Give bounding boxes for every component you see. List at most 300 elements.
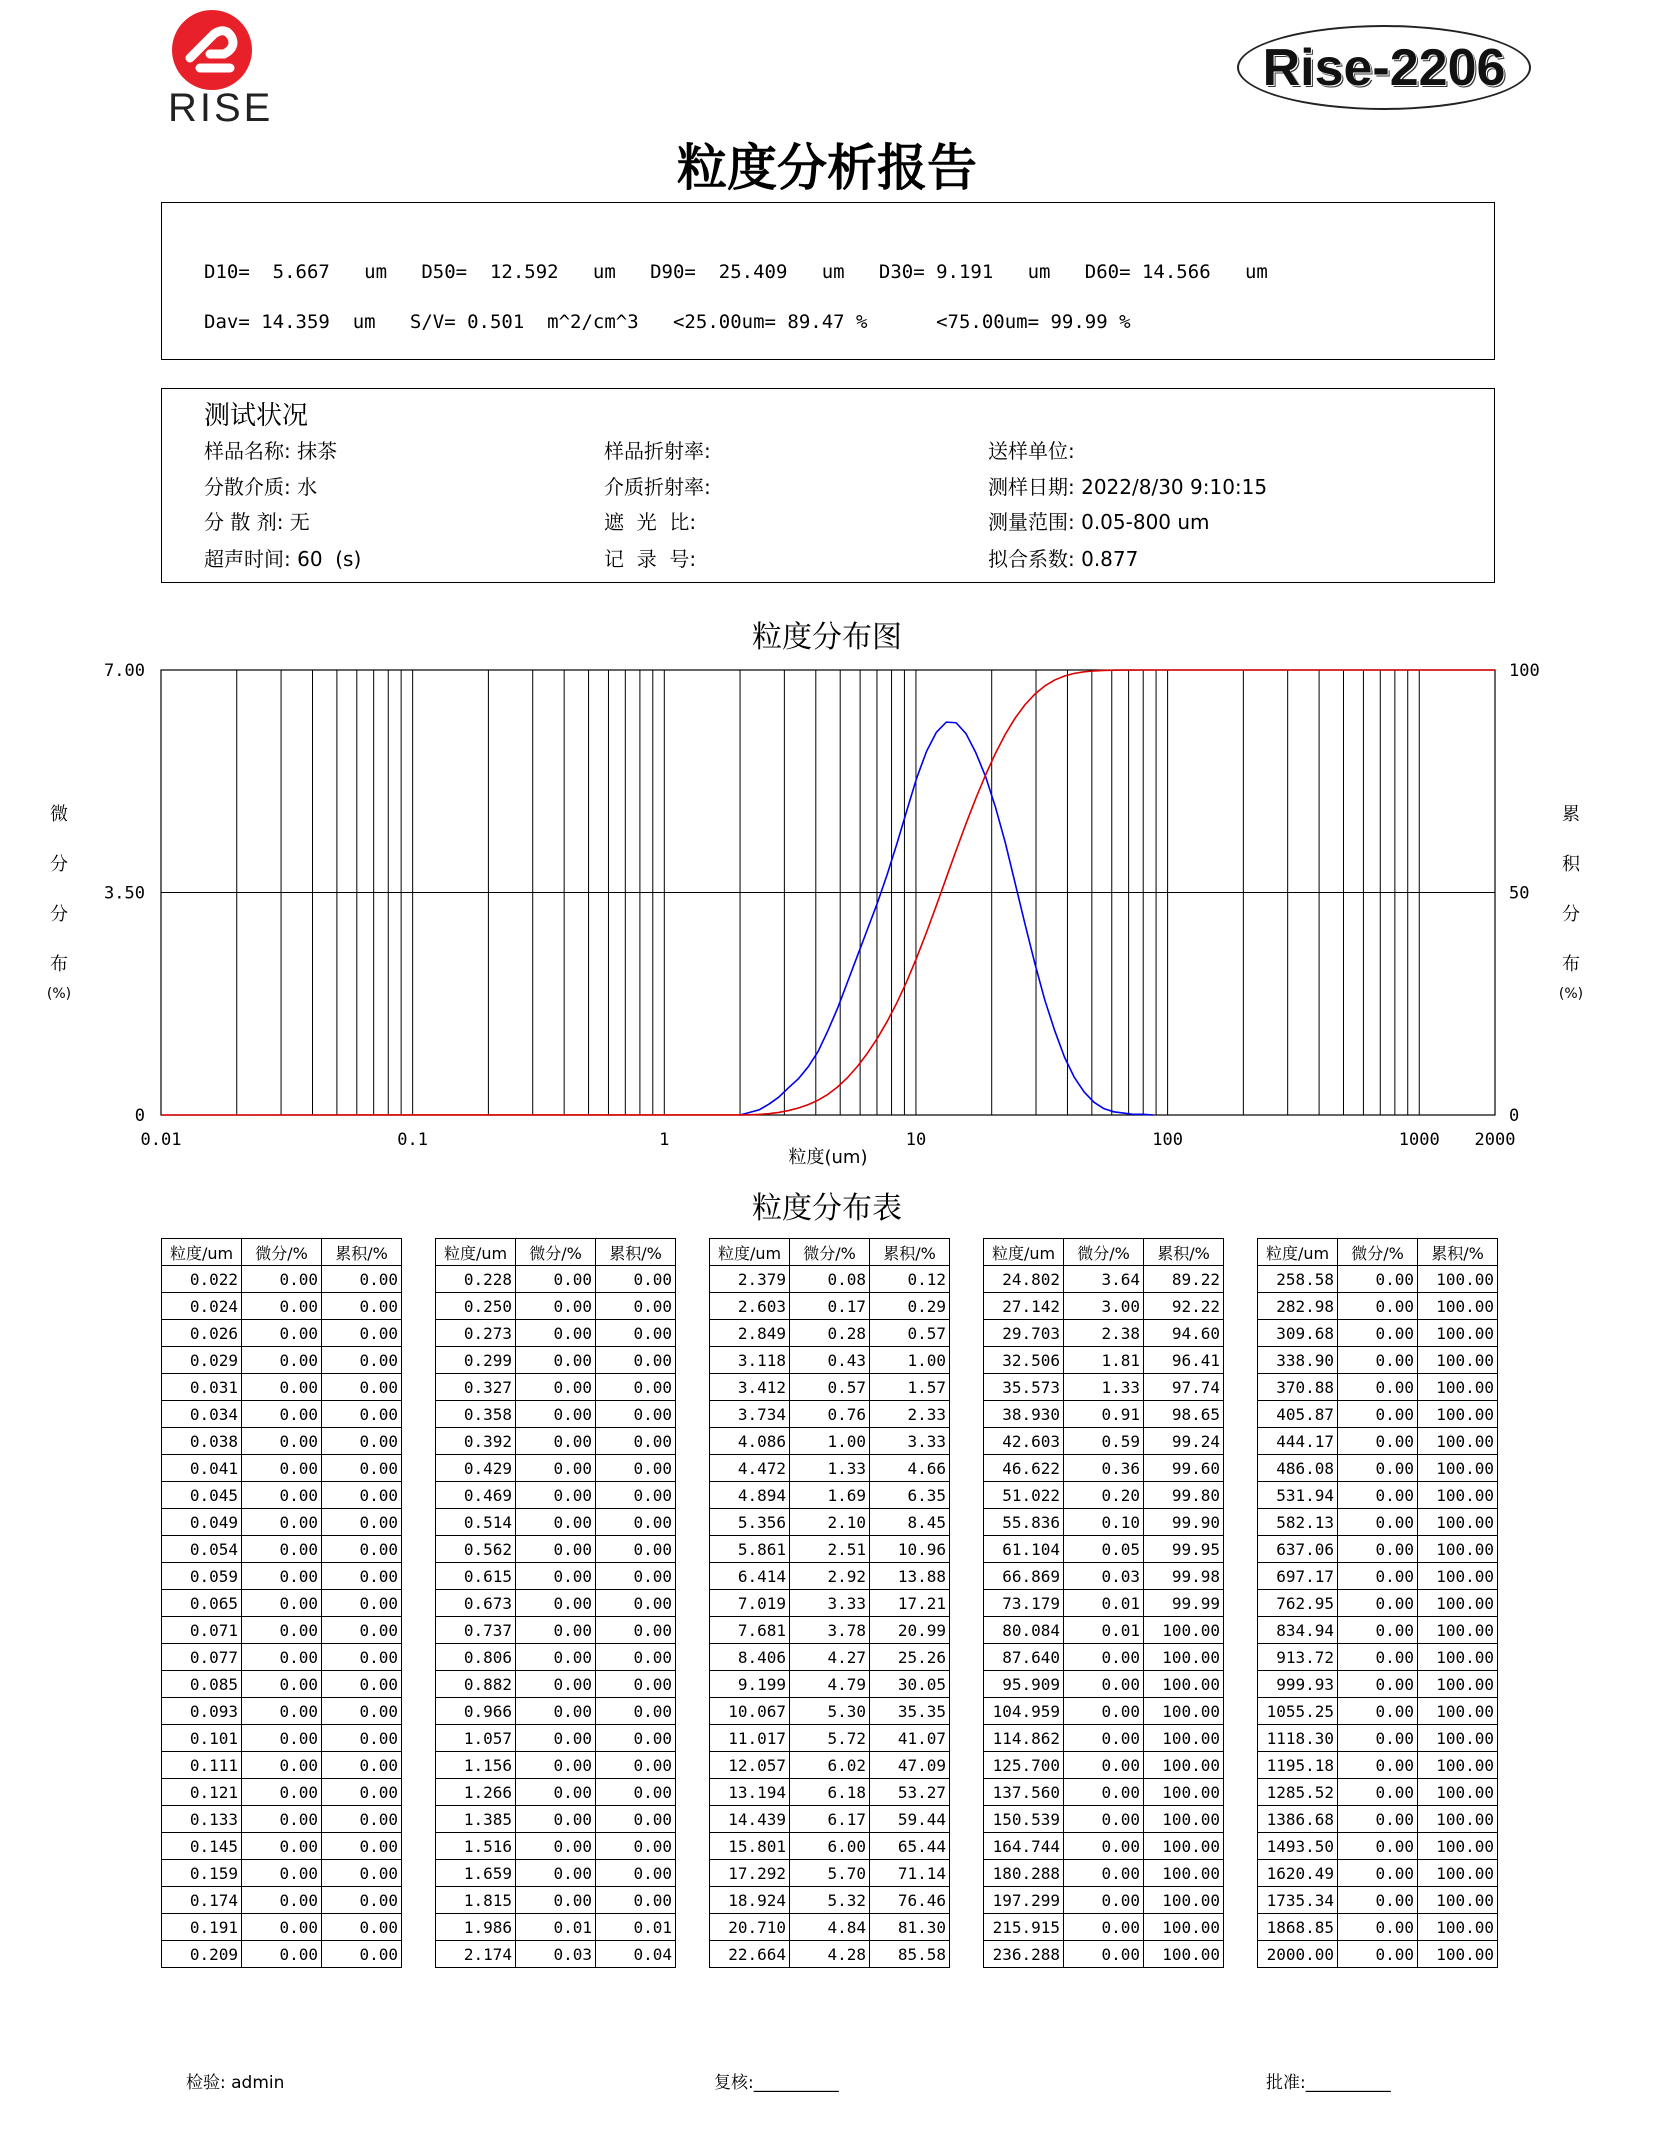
table-cell: 0.00	[1338, 1806, 1418, 1833]
table-cell: 0.57	[870, 1320, 950, 1347]
table-cell: 2.379	[710, 1266, 790, 1293]
table-cell: 100.00	[1418, 1563, 1498, 1590]
table-cell: 0.054	[162, 1536, 242, 1563]
table-row	[984, 1860, 1224, 1887]
table-row	[436, 1698, 676, 1725]
table-cell: 0.737	[436, 1617, 516, 1644]
table-row	[1258, 1293, 1498, 1320]
table-row	[436, 1806, 676, 1833]
table-cell: 0.00	[1064, 1644, 1144, 1671]
table-cell: 0.045	[162, 1482, 242, 1509]
table-cell: 282.98	[1258, 1293, 1338, 1320]
table-cell: 100.00	[1418, 1941, 1498, 1968]
table-cell: 444.17	[1258, 1428, 1338, 1455]
table-cell: 0.966	[436, 1698, 516, 1725]
table-cell: 6.35	[870, 1482, 950, 1509]
table-cell: 405.87	[1258, 1401, 1338, 1428]
table-row	[710, 1374, 950, 1401]
x-tick-label: 100	[1152, 1130, 1183, 1150]
table-cell: 0.00	[322, 1347, 402, 1374]
table-row	[436, 1509, 676, 1536]
table-row	[710, 1833, 950, 1860]
table-row	[984, 1671, 1224, 1698]
table-cell: 100.00	[1418, 1455, 1498, 1482]
table-row	[710, 1455, 950, 1482]
summary-line-2: Dav= 14.359 um S/V= 0.501 m^2/cm^3 <25.00um= 89.47 % <75.00um= 99.99 %	[204, 311, 1131, 333]
table-cell: 834.94	[1258, 1617, 1338, 1644]
table-cell: 104.959	[984, 1698, 1064, 1725]
table-cell: 0.00	[1338, 1833, 1418, 1860]
table-cell: 100.00	[1418, 1698, 1498, 1725]
table-row	[436, 1455, 676, 1482]
table-cell: 0.00	[596, 1779, 676, 1806]
table-cell: 0.00	[1338, 1266, 1418, 1293]
y-right-tick-label: 50	[1509, 883, 1530, 904]
table-cell: 0.00	[1338, 1590, 1418, 1617]
table-cell: 4.472	[710, 1455, 790, 1482]
table-row	[162, 1293, 402, 1320]
table-cell: 0.00	[322, 1671, 402, 1698]
table-row	[710, 1779, 950, 1806]
table-cell: 0.00	[322, 1428, 402, 1455]
differential-distribution-line	[740, 722, 1153, 1115]
table-cell: 0.00	[1338, 1482, 1418, 1509]
table-row	[984, 1401, 1224, 1428]
table-cell: 87.640	[984, 1644, 1064, 1671]
table-row	[436, 1482, 676, 1509]
table-cell: 0.00	[242, 1698, 322, 1725]
table-cell: 4.66	[870, 1455, 950, 1482]
table-cell: 1.659	[436, 1860, 516, 1887]
table-header-cell: 微分/%	[516, 1239, 596, 1266]
table-cell: 0.00	[242, 1779, 322, 1806]
table-cell: 0.00	[1338, 1752, 1418, 1779]
table-row	[710, 1914, 950, 1941]
table-cell: 20.710	[710, 1914, 790, 1941]
table-cell: 0.041	[162, 1455, 242, 1482]
table-cell: 0.327	[436, 1374, 516, 1401]
table-cell: 30.05	[870, 1671, 950, 1698]
table-row	[436, 1752, 676, 1779]
fit-coefficient: 拟合系数: 0.877	[988, 547, 1139, 571]
table-cell: 100.00	[1418, 1860, 1498, 1887]
table-cell: 66.869	[984, 1563, 1064, 1590]
table-row	[162, 1347, 402, 1374]
table-cell: 0.00	[1338, 1320, 1418, 1347]
table-cell: 0.01	[1064, 1617, 1144, 1644]
table-cell: 913.72	[1258, 1644, 1338, 1671]
table-cell: 0.228	[436, 1266, 516, 1293]
table-cell: 486.08	[1258, 1455, 1338, 1482]
table-cell: 1.156	[436, 1752, 516, 1779]
table-cell: 0.00	[516, 1779, 596, 1806]
table-row	[984, 1698, 1224, 1725]
table-cell: 0.00	[322, 1509, 402, 1536]
sample-name: 样品名称: 抹茶	[204, 439, 338, 463]
table-cell: 0.00	[1338, 1860, 1418, 1887]
x-tick-label: 1000	[1398, 1130, 1440, 1150]
table-row	[162, 1455, 402, 1482]
table-cell: 0.00	[242, 1752, 322, 1779]
table-cell: 0.191	[162, 1914, 242, 1941]
table-cell: 0.00	[1064, 1806, 1144, 1833]
table-cell: 0.00	[322, 1590, 402, 1617]
table-cell: 14.439	[710, 1806, 790, 1833]
table-cell: 100.00	[1144, 1860, 1224, 1887]
table-cell: 0.024	[162, 1293, 242, 1320]
x-axis-label: 粒度(um)	[788, 1147, 868, 1168]
table-cell: 1.057	[436, 1725, 516, 1752]
table-cell: 1195.18	[1258, 1752, 1338, 1779]
table-row	[984, 1428, 1224, 1455]
table-cell: 4.086	[710, 1428, 790, 1455]
table-cell: 0.43	[790, 1347, 870, 1374]
table-cell: 197.299	[984, 1887, 1064, 1914]
table-cell: 98.65	[1144, 1401, 1224, 1428]
table-cell: 99.24	[1144, 1428, 1224, 1455]
approver-signature: 批准:__________	[1266, 2073, 1391, 2093]
table-cell: 35.573	[984, 1374, 1064, 1401]
table-cell: 4.27	[790, 1644, 870, 1671]
table-cell: 0.00	[516, 1428, 596, 1455]
table-row	[710, 1293, 950, 1320]
table-cell: 1493.50	[1258, 1833, 1338, 1860]
table-cell: 0.00	[322, 1833, 402, 1860]
table-cell: 17.21	[870, 1590, 950, 1617]
table-cell: 0.00	[596, 1860, 676, 1887]
table-cell: 0.00	[596, 1455, 676, 1482]
table-cell: 100.00	[1418, 1779, 1498, 1806]
table-cell: 100.00	[1418, 1320, 1498, 1347]
table-cell: 100.00	[1418, 1806, 1498, 1833]
table-cell: 6.17	[790, 1806, 870, 1833]
table-cell: 0.00	[516, 1563, 596, 1590]
table-cell: 29.703	[984, 1320, 1064, 1347]
table-cell: 0.00	[1338, 1941, 1418, 1968]
table-cell: 0.00	[516, 1509, 596, 1536]
inspector-signature: 检验: admin	[186, 2073, 285, 2093]
table-row	[436, 1725, 676, 1752]
table-cell: 0.615	[436, 1563, 516, 1590]
report-title: 粒度分析报告	[677, 139, 977, 197]
table-cell: 5.72	[790, 1725, 870, 1752]
table-cell: 0.00	[242, 1887, 322, 1914]
table-cell: 258.58	[1258, 1266, 1338, 1293]
table-cell: 1386.68	[1258, 1806, 1338, 1833]
table-cell: 1.33	[790, 1455, 870, 1482]
table-cell: 0.514	[436, 1509, 516, 1536]
table-cell: 8.406	[710, 1644, 790, 1671]
table-cell: 0.76	[790, 1401, 870, 1428]
table-cell: 0.00	[322, 1536, 402, 1563]
table-cell: 42.603	[984, 1428, 1064, 1455]
table-cell: 0.00	[242, 1428, 322, 1455]
table-cell: 100.00	[1144, 1725, 1224, 1752]
table-cell: 1.815	[436, 1887, 516, 1914]
left-axis-label-4: 布	[50, 954, 68, 975]
table-header-row	[436, 1239, 676, 1266]
y-left-tick-label: 3.50	[104, 883, 145, 904]
table-cell: 0.00	[322, 1860, 402, 1887]
table-header-cell: 累积/%	[1144, 1239, 1224, 1266]
table-header-row	[984, 1239, 1224, 1266]
table-cell: 0.00	[242, 1590, 322, 1617]
table-row	[436, 1617, 676, 1644]
table-cell: 1.986	[436, 1914, 516, 1941]
table-cell: 7.681	[710, 1617, 790, 1644]
table-cell: 309.68	[1258, 1320, 1338, 1347]
table-cell: 0.00	[242, 1671, 322, 1698]
table-header-row	[162, 1239, 402, 1266]
table-cell: 20.99	[870, 1617, 950, 1644]
table-cell: 99.90	[1144, 1509, 1224, 1536]
table-cell: 0.093	[162, 1698, 242, 1725]
table-cell: 1.33	[1064, 1374, 1144, 1401]
table-cell: 100.00	[1144, 1914, 1224, 1941]
table-cell: 1.81	[1064, 1347, 1144, 1374]
table-row	[710, 1671, 950, 1698]
table-cell: 2.10	[790, 1509, 870, 1536]
table-cell: 22.664	[710, 1941, 790, 1968]
table-cell: 0.029	[162, 1347, 242, 1374]
table-row	[162, 1752, 402, 1779]
table-cell: 0.00	[1064, 1941, 1144, 1968]
table-cell: 0.00	[1338, 1509, 1418, 1536]
table-cell: 100.00	[1418, 1401, 1498, 1428]
table-cell: 0.882	[436, 1671, 516, 1698]
table-cell: 0.00	[1338, 1347, 1418, 1374]
table-row	[710, 1860, 950, 1887]
table-row	[436, 1563, 676, 1590]
table-header-cell: 微分/%	[1064, 1239, 1144, 1266]
table-cell: 0.00	[596, 1563, 676, 1590]
table-cell: 100.00	[1418, 1536, 1498, 1563]
table-cell: 0.00	[1338, 1293, 1418, 1320]
table-cell: 0.01	[1064, 1590, 1144, 1617]
table-cell: 80.084	[984, 1617, 1064, 1644]
table-cell: 0.00	[322, 1455, 402, 1482]
table-cell: 0.03	[1064, 1563, 1144, 1590]
table-cell: 0.00	[1338, 1725, 1418, 1752]
table-cell: 0.00	[596, 1725, 676, 1752]
table-row	[1258, 1779, 1498, 1806]
table-cell: 0.00	[516, 1860, 596, 1887]
table-cell: 0.00	[596, 1374, 676, 1401]
table-cell: 0.145	[162, 1833, 242, 1860]
table-row	[436, 1536, 676, 1563]
submitting-unit: 送样单位:	[988, 439, 1075, 463]
table-cell: 0.00	[1064, 1671, 1144, 1698]
table-row	[984, 1320, 1224, 1347]
table-cell: 100.00	[1144, 1617, 1224, 1644]
table-cell: 100.00	[1144, 1806, 1224, 1833]
table-row	[436, 1860, 676, 1887]
x-tick-label: 1	[659, 1130, 670, 1150]
table-cell: 4.84	[790, 1914, 870, 1941]
right-axis-label-4: 布	[1562, 954, 1580, 975]
table-cell: 0.00	[322, 1941, 402, 1968]
table-cell: 0.00	[322, 1698, 402, 1725]
table-row	[162, 1671, 402, 1698]
test-date: 测样日期: 2022/8/30 9:10:15	[988, 475, 1268, 499]
table-row	[1258, 1914, 1498, 1941]
table-cell: 137.560	[984, 1779, 1064, 1806]
table-cell: 0.00	[1338, 1671, 1418, 1698]
table-cell: 13.88	[870, 1563, 950, 1590]
table-cell: 0.08	[790, 1266, 870, 1293]
table-cell: 0.00	[322, 1752, 402, 1779]
table-cell: 100.00	[1418, 1347, 1498, 1374]
table-cell: 6.414	[710, 1563, 790, 1590]
table-cell: 0.085	[162, 1671, 242, 1698]
right-axis-label-5: (%)	[1558, 986, 1584, 1002]
table-row	[162, 1860, 402, 1887]
table-cell: 0.00	[516, 1806, 596, 1833]
table-row	[436, 1401, 676, 1428]
left-axis-label-2: 分	[50, 854, 68, 875]
table-row	[710, 1428, 950, 1455]
table-cell: 762.95	[1258, 1590, 1338, 1617]
table-cell: 100.00	[1418, 1590, 1498, 1617]
table-cell: 100.00	[1418, 1509, 1498, 1536]
table-cell: 0.00	[242, 1833, 322, 1860]
table-cell: 0.00	[1338, 1563, 1418, 1590]
table-cell: 0.00	[242, 1860, 322, 1887]
table-row	[984, 1752, 1224, 1779]
left-axis-label-3: 分	[50, 904, 68, 925]
table-cell: 338.90	[1258, 1347, 1338, 1374]
table-cell: 637.06	[1258, 1536, 1338, 1563]
table-cell: 100.00	[1418, 1671, 1498, 1698]
table-cell: 0.00	[322, 1320, 402, 1347]
table-header-cell: 累积/%	[596, 1239, 676, 1266]
table-cell: 125.700	[984, 1752, 1064, 1779]
table-cell: 0.00	[242, 1563, 322, 1590]
table-row	[436, 1887, 676, 1914]
table-cell: 0.101	[162, 1725, 242, 1752]
table-row	[984, 1509, 1224, 1536]
table-row	[1258, 1536, 1498, 1563]
table-row	[436, 1374, 676, 1401]
table-cell: 0.00	[596, 1590, 676, 1617]
right-axis-label-1: 累	[1562, 804, 1580, 825]
table-row	[436, 1671, 676, 1698]
table-cell: 3.64	[1064, 1266, 1144, 1293]
table-cell: 180.288	[984, 1860, 1064, 1887]
table-cell: 17.292	[710, 1860, 790, 1887]
table-cell: 61.104	[984, 1536, 1064, 1563]
table-cell: 3.118	[710, 1347, 790, 1374]
table-cell: 100.00	[1418, 1428, 1498, 1455]
distribution-table	[709, 1238, 950, 1968]
table-cell: 92.22	[1144, 1293, 1224, 1320]
table-row	[710, 1536, 950, 1563]
table-cell: 0.00	[1338, 1617, 1418, 1644]
right-axis-label	[1556, 800, 1586, 1002]
table-cell: 12.057	[710, 1752, 790, 1779]
table-cell: 150.539	[984, 1806, 1064, 1833]
table-row	[710, 1941, 950, 1968]
x-tick-label: 10	[905, 1130, 927, 1150]
table-cell: 0.00	[242, 1941, 322, 1968]
table-cell: 0.04	[596, 1941, 676, 1968]
table-cell: 0.121	[162, 1779, 242, 1806]
table-cell: 0.00	[322, 1617, 402, 1644]
sample-refractive-index: 样品折射率:	[604, 439, 711, 463]
table-cell: 2.33	[870, 1401, 950, 1428]
table-cell: 0.00	[242, 1644, 322, 1671]
table-cell: 1735.34	[1258, 1887, 1338, 1914]
table-row	[162, 1374, 402, 1401]
table-cell: 0.00	[1064, 1779, 1144, 1806]
table-row	[1258, 1482, 1498, 1509]
table-cell: 5.30	[790, 1698, 870, 1725]
table-cell: 27.142	[984, 1293, 1064, 1320]
table-row	[1258, 1671, 1498, 1698]
table-cell: 95.909	[984, 1671, 1064, 1698]
table-row	[162, 1563, 402, 1590]
table-cell: 0.00	[322, 1563, 402, 1590]
table-row	[162, 1941, 402, 1968]
table-row	[984, 1887, 1224, 1914]
table-row	[984, 1266, 1224, 1293]
y-right-tick-label: 0	[1509, 1106, 1520, 1126]
table-cell: 85.58	[870, 1941, 950, 1968]
table-cell: 3.412	[710, 1374, 790, 1401]
chart-title: 粒度分布图	[752, 620, 902, 655]
table-cell: 0.00	[596, 1833, 676, 1860]
table-cell: 0.00	[242, 1482, 322, 1509]
table-row	[436, 1644, 676, 1671]
table-cell: 0.00	[516, 1455, 596, 1482]
table-cell: 0.00	[322, 1482, 402, 1509]
table-cell: 0.250	[436, 1293, 516, 1320]
table-cell: 0.00	[516, 1320, 596, 1347]
table-cell: 100.00	[1418, 1752, 1498, 1779]
table-cell: 99.99	[1144, 1590, 1224, 1617]
table-cell: 9.199	[710, 1671, 790, 1698]
table-cell: 0.038	[162, 1428, 242, 1455]
table-cell: 0.059	[162, 1563, 242, 1590]
table-cell: 0.05	[1064, 1536, 1144, 1563]
table-cell: 0.00	[516, 1887, 596, 1914]
table-cell: 0.026	[162, 1320, 242, 1347]
table-cell: 47.09	[870, 1752, 950, 1779]
table-cell: 2.603	[710, 1293, 790, 1320]
table-row	[1258, 1266, 1498, 1293]
table-row	[162, 1590, 402, 1617]
table-row	[710, 1887, 950, 1914]
table-row	[162, 1536, 402, 1563]
table-row	[162, 1617, 402, 1644]
table-cell: 46.622	[984, 1455, 1064, 1482]
table-cell: 0.00	[596, 1671, 676, 1698]
table-row	[436, 1590, 676, 1617]
table-cell: 100.00	[1418, 1617, 1498, 1644]
table-cell: 0.00	[516, 1698, 596, 1725]
table-cell: 0.00	[516, 1644, 596, 1671]
table-row	[984, 1617, 1224, 1644]
table-cell: 6.00	[790, 1833, 870, 1860]
table-cell: 1.57	[870, 1374, 950, 1401]
table-row	[436, 1833, 676, 1860]
table-cell: 1620.49	[1258, 1860, 1338, 1887]
table-cell: 24.802	[984, 1266, 1064, 1293]
table-cell: 15.801	[710, 1833, 790, 1860]
table-row	[436, 1914, 676, 1941]
table-row	[710, 1617, 950, 1644]
table-cell: 100.00	[1144, 1941, 1224, 1968]
